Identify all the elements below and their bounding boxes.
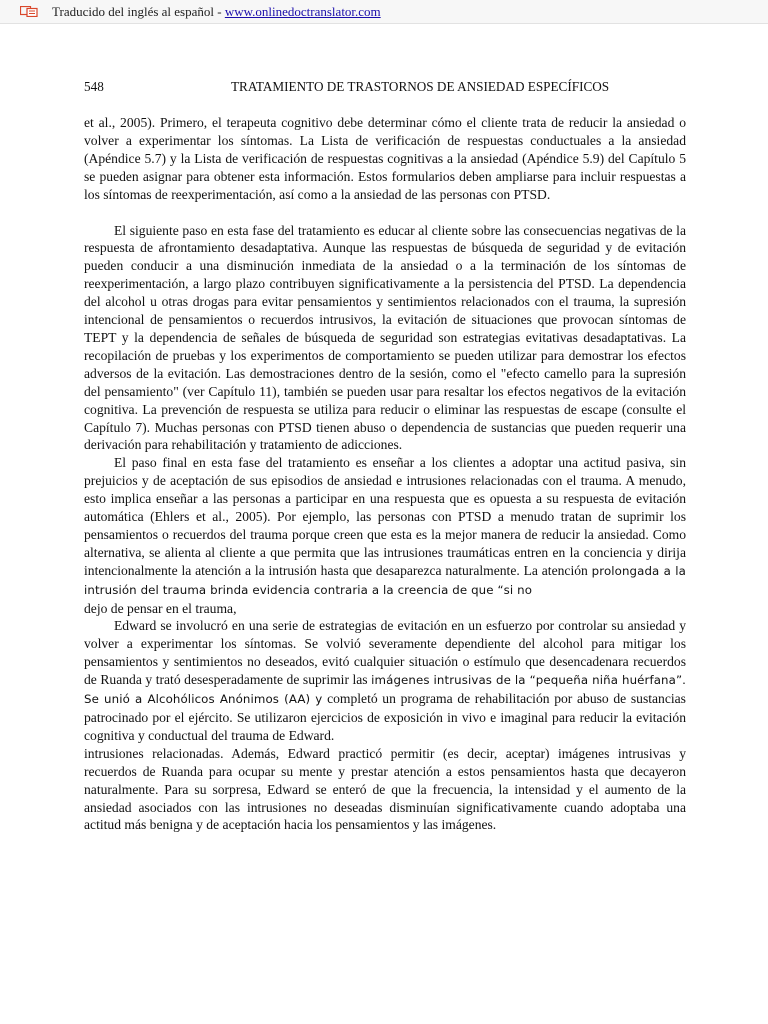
translator-logo-icon [20,6,38,17]
paragraph-4-alt-text: imágenes intrusivas de la “pequeña niña huérfana”. Se unió a Alcohólicos Anónimos (AA) y [84,673,687,707]
page-number: 548 [84,79,104,94]
paragraph-4-end: completó un programa de rehabilitación por abuso de sustancias patrocinado por el ejército. Se utilizaron ejercicios de exposición in vivo e imaginal para reducir la evitación cognitiva y conductual del trauma de Edward. [84,691,686,743]
paragraph-3-text: El paso final en esta fase del tratamiento es enseñar a los clientes a adoptar una actitud pasiva, sin prejuicios y de aceptación de sus episodios de ansiedad e intrusiones relacionadas con el trauma. A menudo, esto implica enseñar a las personas a participar en una respuesta que es opuesta a su respuesta de evitación automática (Ehlers et al., 2005). Por ejemplo, las personas con PTSD a menudo tratan de suprimir los pensamientos o recuerdos del trauma porque creen que esta es la mejor manera de reducir la ansiedad. Como alternativa, se alienta al cliente a que permita que las intrusiones traumáticas entren en la conciencia y dirija intencionalmente la atención a la intrusión hasta que desaparezca naturalmente. La atención [84,455,686,578]
translation-bar [0,0,768,24]
paragraph-2: El siguiente paso en esta fase del tratamiento es educar al cliente sobre las consecuencias negativas de la respuesta de afrontamiento desadaptativa. Aunque las respuestas de búsqueda de seguridad y de evitación pueden conducir a una disminución inmediata de la ansiedad o a la terminación de los síntomas de reexperimentación, a largo plazo contribuyen significativamente a la persistencia del PTSD. La dependencia del alcohol u otras drogas para evitar pensamientos y sentimientos relacionados con el trauma, la supresión intencional de pensamientos o recuerdos intrusivos, la evitación de situaciones que provocan síntomas de TEPT y la dependencia de señales de búsqueda de seguridad son estrategias evitativas desadaptativas. La recopilación de pruebas y los experimentos de comportamiento se pueden utilizar para demostrar los efectos adversos de la evitación. Las demostraciones dentro de la sesión, como el "efecto camello para la supresión del pensamiento" (ver Capítulo 11), también se pueden usar para resaltar los efectos negativos de la evitación cognitiva. La prevención de respuesta se utiliza para reducir o eliminar las respuestas de escape (consulte el Capítulo 7). Muchas personas con PTSD tienen abuso o dependencia de sustancias que pueden requerir una derivación para rehabilitación y tratamiento de adicciones. [84,222,686,453]
page-body [84,114,686,834]
translation-notice-text: Traducido del inglés al español - [52,4,225,19]
paragraph-4-text: Edward se involucró en una serie de estrategias de evitación en un esfuerzo por controlar su ansiedad y volver a experimentar los síntomas. Se volvió severamente dependiente del alcohol para mitigar los pensamientos y sentimientos no deseados, evitó cualquier situación o estímulo que desencadenara recuerdos de Ruanda y trató desesperadamente de suprimir las [84,618,686,688]
translator-link[interactable]: www.onlinedoctranslator.com [224,4,381,19]
paragraph-4 [84,617,686,744]
translation-notice [52,0,381,24]
paragraph-3-alt-text: prolongada a la intrusión del trauma brinda evidencia contraria a la creencia de que “si no [84,563,686,597]
page-header [84,77,686,97]
paragraph-5: intrusiones relacionadas. Además, Edward practicó permitir (es decir, aceptar) imágenes intrusivas y recuerdos de Ruanda para ocupar su mente y prestar atención a estos pensamientos hasta que decayeron naturalmente. Para su sorpresa, Edward se enteró de que la frecuencia, la intensidad y el aumento de la ansiedad asociados con las intrusiones no deseadas disminuían significativamente cuando adoptaba una actitud más benigna y de aceptación hacia los pensamientos y las imágenes. [84,745,686,833]
paragraph-3 [84,454,686,617]
paragraph-1: et al., 2005). Primero, el terapeuta cognitivo debe determinar cómo el cliente trata de reducir la ansiedad o volver a experimentar los síntomas. La Lista de verificación de respuestas conductuales a la ansiedad (Apéndice 5.7) y la Lista de verificación de respuestas cognitivas a la ansiedad (Apéndice 5.9) del Capítulo 5 se pueden asignar para obtener esta información. Estos formularios deben ampliarse para incluir respuestas a los síntomas de reexperimentación, así como a la ansiedad de las personas con PTSD. [84,115,686,202]
running-title: TRATAMIENTO DE TRASTORNOS DE ANSIEDAD ESPECÍFICOS [231,79,610,94]
paragraph-3-end: dejo de pensar en el trauma, [84,600,237,616]
